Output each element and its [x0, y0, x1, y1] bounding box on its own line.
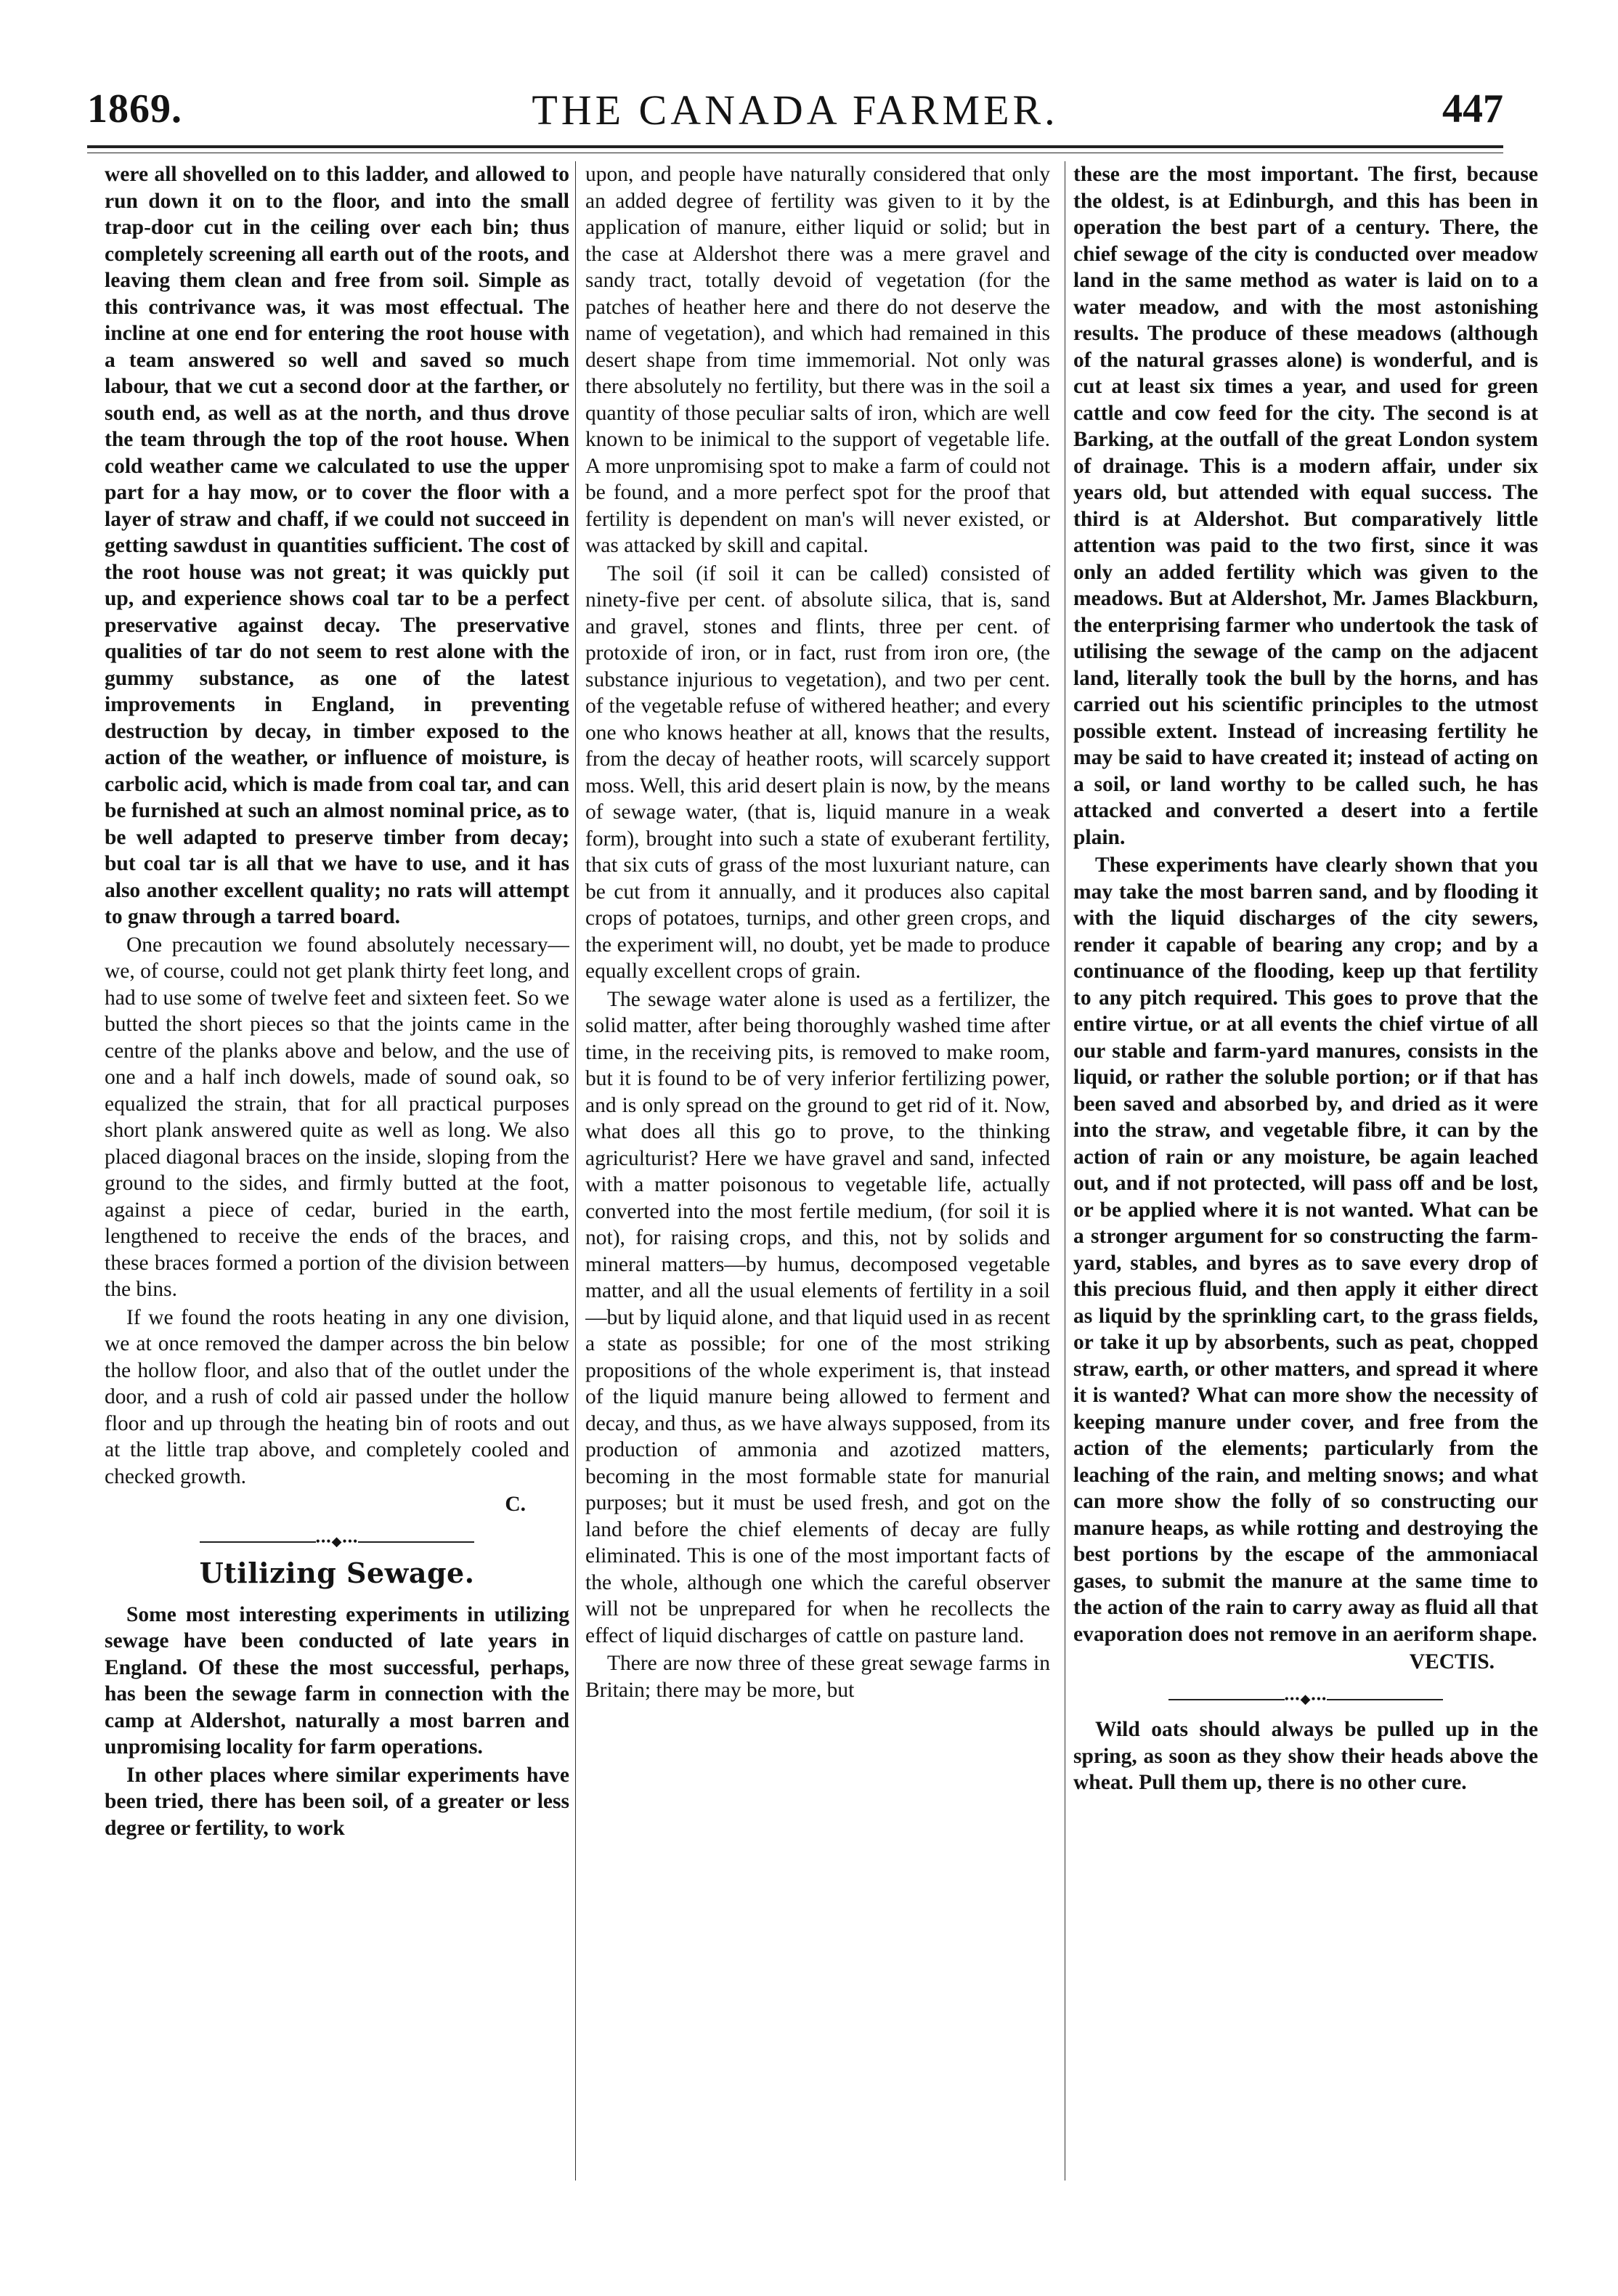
section-ornament: •••◆••• [105, 1528, 569, 1555]
article-paragraph: these are the most important. The first, because the oldest, is at Edinburgh, and this has been in operation the best part of a century. There, the chief sewage of the city is conducted over meadow land in the same method as water is laid on to a water meadow, and with the most astonishing results. The produce of these meadows (although of the natural grasses alone) is wonderful, and is cut at least six times a year, and used for green cattle and cow feed for the city. The second is at Barking, at the outfall of the great London system of drainage. This is a modern affair, under six years old, but attended with equal success. The third is at Aldershot. But comparatively little attention was paid to the two first, since it was only an added fertility which was given to the meadows. But at Aldershot, Mr. James Blackburn, the enterprising farmer who undertook the task of utilising the sewage of the camp on the adjacent land, literally took the bull by the horns, and has carried out his scientific principles to the utmost possible extent. Instead of increasing fertility he may be said to have created it; instead of acting on a soil, or land worthy to be called such, he has attacked and converted a desert into a fertile plain. [1073, 163, 1538, 849]
article-paragraph: Wild oats should always be pulled up in the spring, as soon as they show their heads above the wheat. Pull them up, there is no other cure. [1073, 1718, 1538, 1794]
masthead [87, 86, 1503, 151]
article-paragraph: The sewage water alone is used as a fertilizer, the solid matter, after being thoroughly washed time after time, in the receiving pits, is removed to make room, but it is found to be of very inferior fertilizing power, and is only spread on the ground to get rid of it. Now, what does all this go to prove, to the thinking agriculturist? Here we have gravel and sand, infected with a matter poisonous to vegetable life, actually converted into the most fertile medium, (for soil it is not), for raising crops, and this, not by solids and mineral matters—by humus, decomposed vegetable matter, and all the usual elements of fertility in a soil—but by liquid alone, and that liquid used in as recent a state as possible; for one of the most striking propositions of the whole experiment is, that instead of the liquid manure being allowed to ferment and decay, and thus, as we have always supposed, from its production of ammonia and azotized matters, becoming in the most formable state for manurial purposes; but it must be used fresh, and got on the land before the chief elements of decay are fully eliminated. This is one of the most important facts of the whole, although one which the careful observer will not be unprepared for when he recollects the effect of liquid discharges of cattle on pasture land. [585, 987, 1050, 1647]
column-middle [585, 161, 1050, 2195]
article-paragraph: The soil (if soil it can be called) consisted of ninety-five per cent. of absolute silica, that is, sand and gravel, stones and flints, three per cent. of protoxide of iron, or in fact, rust from iron ore, (the substance injurious to vegetation), and two per cent. of the vegetable refuse of withered heather; and every one who knows heather at all, knows that the results, from the decay of heather roots, will scarcely support moss. Well, this arid desert plain is now, by the means of sewage water, (that is, liquid manure in a weak form), brought into such a state of exuberant fertility, that six cuts of grass of the most luxuriant nature, can be cut from it annually, and it produces also capital crops of potatoes, turnips, and other green crops, and the experiment will, no doubt, yet be made to produce equally excellent crops of grain. [585, 561, 1050, 983]
column-right [1073, 161, 1538, 2195]
article-heading: Utilizing Sewage. [199, 1557, 475, 1589]
article-paragraph: In other places where similar experiments have been tried, there has been soil, of a greater or less degree or fertility, to work [105, 1763, 569, 1840]
publication-title: THE CANADA FARMER. [532, 86, 1059, 134]
article-paragraph: If we found the roots heating in any one division, we at once removed the damper across the bin below the hollow floor, and also that of the outlet under the door, and a rush of cold air passed under the hollow floor and up through the heating bin of roots and out at the little trap above, and completely cooled and checked growth. [105, 1305, 569, 1488]
article-signature: C. [505, 1493, 526, 1516]
article-signature: VECTIS. [1409, 1650, 1495, 1674]
section-ornament: •••◆••• [1073, 1686, 1538, 1713]
article-paragraph: These experiments have clearly shown that you may take the most barren sand, and by flooding it with the liquid discharges of the city sewers, render it capable of bearing any crop; and by a continuance of the flooding, keep up that fertility to any pitch required. This goes to prove that the entire virtue, or at all events the chief virtue of all our stable and farm-yard manures, consists in the liquid, or rather the soluble portion; or if that has been saved and absorbed by, and dried as it were into the straw, and vegetable fibre, it can by the action of rain or any moisture, be again leached out, and if not protected, will pass off and be lost, or be applied where it is not wanted. What can be a stronger argument for so constructing the farm-yard, stables, and byres as to save every drop of this precious fluid, and then apply it either direct as liquid by the sprinkling cart, to the grass fields, or take it up by absorbents, such as peat, chopped straw, earth, or other matters, and spread it where it is wanted? What can more show the necessity of keeping manure under cover, and free from the action of the elements; particularly from the leaching of the rain, and melting snows; and what can more show the folly of so constructing our manure heaps, as while rotting and destroying the best portions by the escape of the ammoniacal gases, to submit the manure at the same time to the action of the rain to carry away as fluid all that evaporation does not remove in an aeriform shape. [1073, 853, 1538, 1646]
article-paragraph: upon, and people have naturally considered that only an added degree of fertility was given to it by the application of manure, either liquid or solid; but in the case at Aldershot there was a mere gravel and sandy tract, totally devoid of vegetation (for the patches of heather here and there do not deserve the name of vegetation), and which had remained in this desert shape from time immemorial. Not only was there absolutely no fertility, but there was in the soil a quantity of those peculiar salts of iron, which are well known to be inimical to the support of vegetable life. A more unpromising spot to make a farm of could not be found, and a more perfect spot for the proof that fertility is dependent on man's will never existed, or was attacked by skill and capital. [585, 163, 1050, 557]
article-paragraph: Some most interesting experiments in utilizing sewage have been conducted of late years in England. Of these the most successful, perhaps, has been the sewage farm in connection with the camp at Aldershot, naturally a most barren and unpromising locality for farm operations. [105, 1602, 569, 1758]
article-paragraph: One precaution we found absolutely necessary—we, of course, could not get plank thirty feet long, and had to use some of twelve feet and sixteen feet. So we butted the short pieces so that the joints came in the centre of the planks above and below, and the use of one and a half inch dowels, made of sound oak, so equalized the strain, that for all practical purposes short plank answered quite as well as long. We also placed diagonal braces on the inside, sloping from the ground to the sides, and firmly butted at the foot, against a piece of cedar, buried in the earth, lengthened to receive the ends of the braces, and these braces formed a portion of the division between the bins. [105, 933, 569, 1301]
header-rule [87, 145, 1503, 148]
column-divider [575, 161, 576, 2181]
column-left [105, 161, 569, 2195]
article-paragraph: There are now three of these great sewage farms in Britain; there may be more, but [585, 1652, 1050, 1702]
article-paragraph: were all shovelled on to this ladder, and allowed to run down it on to the floor, and into the small trap-door cut in the ceiling over each bin; thus completely screening all earth out of the roots, and leaving them clean and free from soil. Simple as this contrivance was, it was most effectual. The incline at one end for entering the root house with a team answered so well and saved so much labour, that we cut a second door at the farther, or south end, as well as at the north, and thus drove the team through the top of the root house. When cold weather came we calculated to use the upper part for a hay mow, or to cover the floor with a layer of straw and chaff, if we could not succeed in getting sawdust in quantities sufficient. The cost of the root house was not great; it was quickly put up, and experience shows coal tar to be a perfect preservative against decay. The preservative qualities of tar do not seem to rest alone with the gummy substance, as one of the latest improvements in England, in preventing destruction by decay, in timber exposed to the action of the weather, or influence of moisture, is carbolic acid, which is made from coal tar, and can be furnished at such an almost nominal price, as to be well adapted to preserve timber from decay; but coal tar is all that we have to use, and it has also another excellent quality; no rats will attempt to gnaw through a tarred board. [105, 163, 569, 928]
page-number: 447 [1442, 86, 1503, 131]
issue-year: 1869. [87, 86, 182, 131]
